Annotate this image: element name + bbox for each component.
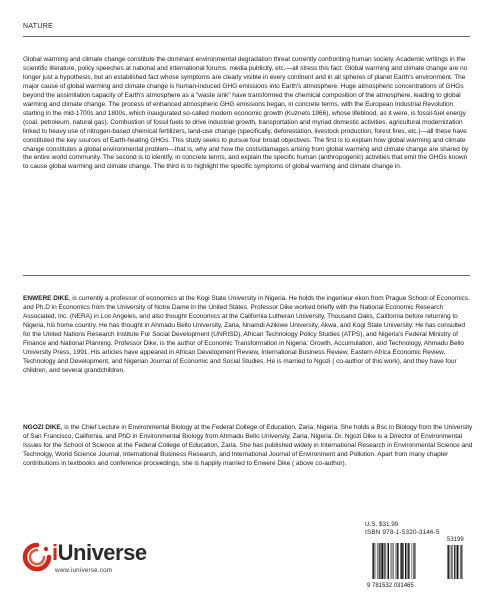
author-bio-ngozi (23, 424, 473, 469)
barcode-bar (377, 543, 378, 579)
top-divider (23, 36, 470, 37)
barcode-addon-bar (450, 545, 451, 579)
barcode-bar (398, 543, 399, 579)
book-description: Global warming and climate change constitute the dominant environmental degradation threat currently confronting human society. Academic writings in the scientific literature, policy speeches at national and international forums, media publicity, etc.—all stress this fact: Global warming and climate change are no longer just a hypothesis, but an established fact whose symptoms are clearly visible in every continent and in all spheres of planet Earth's environment. The major cause of global warming and climate change is human-induced GHG emissions into Earth's atmosphere. Huge atmospheric concentrations of GHGs beyond the assimilation capacity of Earth's atmosphere as a "waste sink" have transformed the chemical composition of the atmosphere, leading to global warming and climate change. The process of enhanced atmospheric GHG emissions began, in concrete terms, with the European Industrial Revolution starting in the mid-1700s and 1800s, which inaugurated so-called modern economic growth (Kuznets 1966), whose lifeblood, as it were, is fossil-fuel energy (coal, petroleum, natural gas). Combustion of fossil fuels to drive industrial growth, transportation and myriad domestic activities, agricultural modernization linked to heavy use of nitrogen-based chemical fertilizers, land-use change (specifically, deforestation, livestock production, forest fires, etc.)—all these have constituted the key sources of Earth-heating GHGs. This study seeks to pursue four broad objectives. The first is to explain how global warming and climate change constitutes a global environmental problem—that is, why and how the costs/damages arising from global warming and climate change are shared by the entire world community. The second is to identify, in concrete terms, and explain the specific human (anthropogenic) activities that emit the GHGs known to cause global warming and climate change. The third is to highlight the specific symptoms of global warming and climate change in. (23, 56, 469, 171)
barcode-bar (401, 543, 403, 579)
author-bio-text: , is the Chief Lecture in Environmental Biology at the Federal College of Education, Zaria, Nigeria. She holds a Bsc in Biology from the University of San Francisco, California, and PhD in Environmental Biology from Ahmadu Bello University, Zaria, Nigeria. Dr. Ngozi Dike is a Director of Environmental Issues for the School of Science at the Federal College of Education, Zaria. She has published widely in International Research in Environmental Science and Technolgy, World Science Journal, International Business Research, and International Journal of Environment and Pollution. Apart from many chapter contributions in textbooks and conference proceedings, she is happily married to Enwere Dike ( above co-author). (23, 424, 473, 467)
barcode-addon-bar (459, 545, 460, 579)
barcode-bar (414, 543, 415, 579)
barcode-bar (397, 543, 398, 579)
barcode-bar (407, 543, 408, 579)
price-addon-number: 53199 (447, 537, 464, 543)
barcode-addon-bar (447, 545, 448, 579)
barcode-bar (403, 543, 404, 579)
barcode-addon-bar (454, 545, 455, 579)
barcode-bar (381, 543, 383, 579)
author-bio-text: , is currently a professor of economics at the Kogi State University in Nigeria. He holds the ingenieur ekon from Prague School of Economics, and Ph.D in Economics from the University of Notre Dame in the United States. Professor Dike worked briefly with the National Economic Research Associated, inc. (NERA) in Los Angeles, and also thought Economics at the California Lutheran University, Thousand Oaks, California before returning to Nigeria, his home country. He has thought in Ahmadu Bello University, Zaria, Nnamdi Azikiwe University, Akwa, and Kogi State University. He has consulted for the United Nations Research Institute For Social Development (UNRISD), African Technology Policy Studies (ATPS), and Nigeria's Federal Ministry of Finance and National Planning. Professor Dike, is the author of Economic Transformation in Nigeria: Growth, Accumulation, and Technology, Ahmadu Bello University Press, 1991. His articles have appeared in African Development Review, International Business Review, Eastern Africa Economic Review, Technology and Development, and Nigerian Journal of Economic and Social Studies. He is married to Ngozi ( co-author of this work), and they have four children, and several grandchildren. (23, 295, 470, 374)
publisher-brand: iUniverse (52, 540, 147, 565)
barcode-bar (380, 543, 381, 579)
barcode-bar (391, 543, 392, 579)
isbn-label: ISBN 978-1-5320-3146-5 (365, 529, 440, 536)
barcode-addon-bar (456, 545, 457, 579)
barcode-bar (409, 543, 410, 579)
barcode-bar (388, 543, 389, 579)
section-divider (23, 275, 470, 276)
barcode-bar (396, 543, 397, 579)
barcode-bar (384, 543, 385, 579)
barcode-digits: 9 781532 031465 (367, 583, 414, 589)
isbn-barcode (365, 543, 475, 589)
barcode-bar (385, 543, 386, 579)
author-name: ENWERE DIKE (23, 295, 69, 302)
barcode-bar (372, 543, 373, 579)
category-label: NATURE (23, 23, 54, 30)
barcode-addon-bar (457, 545, 458, 579)
barcode-addon-bar (461, 545, 462, 579)
price-label: U.S. $31.99 (365, 521, 399, 528)
author-name: NGOZI DIKE (23, 424, 61, 431)
barcode-bar (412, 543, 413, 579)
barcode-bar (408, 543, 409, 579)
barcode-addon-bar (453, 545, 454, 579)
barcode-bar (413, 543, 414, 579)
iuniverse-swirl-icon (22, 542, 52, 572)
publisher-url: www.iuniverse.com (55, 567, 113, 574)
barcode-bar (373, 543, 374, 579)
barcode-block (365, 521, 475, 590)
barcode-bar (387, 543, 388, 579)
barcode-addon-bar (448, 545, 449, 579)
publisher-logo (22, 540, 162, 582)
barcode-bar (400, 543, 401, 579)
barcode-bar (393, 543, 394, 579)
barcode-bar (375, 543, 376, 579)
barcode-addon-bar (460, 545, 461, 579)
barcode-addon-bar (451, 545, 452, 579)
barcode-bar (379, 543, 380, 579)
author-bio-enwere (23, 295, 473, 376)
barcode-bar (392, 543, 393, 579)
barcode-bar (405, 543, 406, 579)
